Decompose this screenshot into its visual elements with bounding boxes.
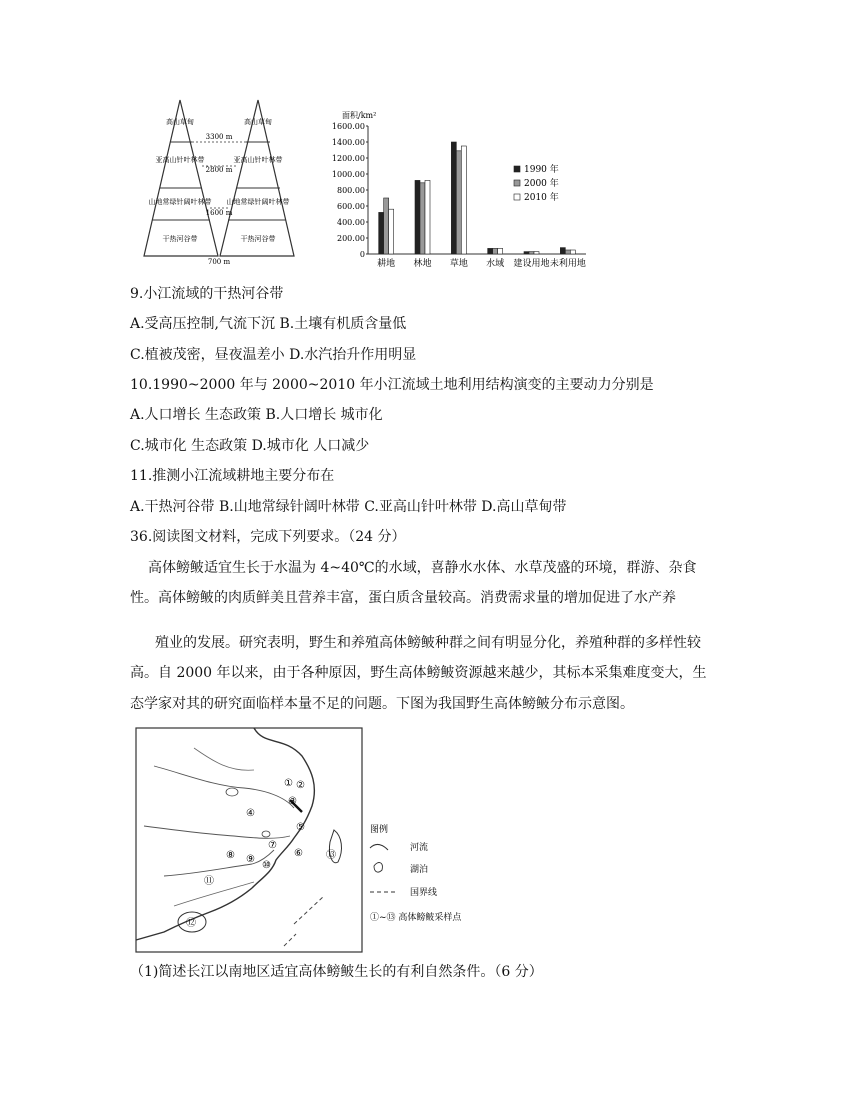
bar-1-0	[415, 180, 420, 254]
site-3: ③	[288, 796, 297, 807]
question-10-options-cd: C.城市化 生态政策 D.城市化 人口减少	[130, 438, 370, 454]
site-7: ⑦	[268, 840, 277, 851]
legend-title: 图例	[370, 825, 389, 835]
right-zone-2: 亚高山针叶林带	[233, 156, 283, 164]
site-1: ①	[284, 778, 293, 789]
bar-3-1	[493, 248, 498, 254]
bar-4-0	[524, 252, 529, 254]
map-legend	[366, 822, 516, 932]
legend-label: 1990 年	[524, 165, 559, 175]
question-10-options-ab: A.人口增长 生态政策 B.人口增长 城市化	[130, 407, 383, 423]
right-zone-3: 山地常绿针阔叶林带	[226, 198, 290, 206]
passage-line-4: 高。自 2000 年以来，由于各种原因，野生高体鳑鲏资源越来越少，其标本采集难度变大，生	[130, 665, 707, 681]
y-tick-label: 1000.00	[331, 170, 365, 179]
y-tick-label: 0	[359, 250, 365, 259]
bar-5-0	[560, 248, 565, 254]
bar-0-1	[384, 198, 389, 254]
question-9-options-ab: A.受高压控制,气流下沉 B.土壤有机质含量低	[130, 316, 407, 332]
y-tick-label: 600.00	[337, 202, 365, 211]
site-9: ⑨	[246, 854, 255, 865]
y-tick-label: 200.00	[337, 234, 365, 243]
passage-line-1: 高体鳑鲏适宜生长于水温为 4~40℃的水域，喜静水水体、水草茂盛的环境，群游、杂食	[148, 560, 697, 576]
bar-0-2	[389, 209, 394, 254]
question-36: 36.阅读图文材料，完成下列要求。（24 分）	[130, 529, 406, 545]
passage-line-3: 殖业的发展。研究表明，野生和养殖高体鳑鲏种群之间有明显分化，养殖种群的多样性较	[155, 635, 701, 651]
passage-line-2: 性。高体鳑鲏的肉质鲜美且营养丰富，蛋白质含量较高。消费需求量的增加促进了水产养	[130, 590, 676, 606]
bar-0-0	[379, 212, 384, 254]
sub-question-1: （1)简述长江以南地区适宜高体鳑鲏生长的有利自然条件。（6 分）	[130, 964, 543, 980]
bar-4-2	[534, 252, 539, 254]
left-zone-4: 干热河谷带	[162, 235, 198, 243]
elevation-2800: 2800 m	[205, 166, 233, 174]
elevation-700: 700 m	[207, 258, 231, 266]
y-tick-label: 400.00	[337, 218, 365, 227]
site-6: ⑥	[294, 848, 303, 859]
legend-label: 2010 年	[524, 193, 559, 203]
left-zone-1: 高山草甸	[166, 118, 194, 126]
left-zone-2: 亚高山针叶林带	[155, 156, 205, 164]
x-category-label: 林地	[413, 259, 432, 269]
site-2: ②	[296, 780, 305, 791]
question-9: 9.小江流域的干热河谷带	[130, 286, 284, 302]
bar-1-2	[425, 180, 430, 254]
right-zone-4: 干热河谷带	[240, 235, 276, 243]
bar-2-0	[451, 142, 456, 254]
bar-5-1	[565, 250, 570, 254]
legend-river: 河流	[410, 843, 429, 853]
right-zone-1: 高山草甸	[244, 118, 272, 126]
bar-3-2	[498, 248, 503, 254]
y-tick-label: 1600.00	[331, 122, 365, 131]
legend-swatch	[514, 166, 520, 172]
y-tick-label: 800.00	[337, 186, 365, 195]
bar-3-0	[488, 248, 493, 254]
site-12: ⑫	[186, 918, 196, 929]
land-use-bar-chart	[318, 108, 598, 270]
x-category-label: 建设用地	[513, 259, 550, 269]
y-tick-label: 1400.00	[331, 138, 365, 147]
question-10: 10.1990~2000 年与 2000~2010 年小江流域土地利用结构演变的主要动力分别是	[130, 377, 654, 393]
x-category-label: 未利用地	[549, 259, 586, 269]
bar-1-1	[420, 183, 425, 254]
mountain-zone-figure	[140, 96, 300, 266]
y-tick-label: 1200.00	[331, 154, 365, 163]
question-9-options-cd: C.植被茂密，昼夜温差小 D.水汽抬升作用明显	[130, 347, 417, 363]
bar-2-1	[456, 151, 461, 254]
elevation-3300: 3300 m	[205, 133, 233, 141]
legend-label: 2000 年	[524, 179, 559, 189]
distribution-map	[134, 726, 364, 954]
left-zone-3: 山地常绿针阔叶林带	[148, 198, 212, 206]
site-4: ④	[246, 808, 255, 819]
site-11: ⑪	[204, 876, 214, 887]
question-11: 11.推测小江流域耕地主要分布在	[130, 468, 335, 484]
x-category-label: 草地	[449, 259, 468, 269]
legend-swatch	[514, 180, 520, 186]
legend-swatch	[514, 194, 520, 200]
site-10: ⑩	[262, 860, 271, 871]
site-5: ⑤	[296, 822, 305, 833]
legend-border: 国界线	[410, 888, 438, 898]
legend-lake: 湖泊	[410, 865, 429, 875]
x-category-label: 水域	[486, 259, 505, 269]
bar-2-2	[461, 146, 466, 254]
site-13: ⑬	[326, 850, 336, 861]
bar-4-1	[529, 252, 534, 254]
chart-ylabel: 面积/km²	[342, 111, 377, 120]
elevation-1600: 1600 m	[205, 209, 233, 217]
x-category-label: 耕地	[377, 259, 396, 269]
site-8: ⑧	[226, 850, 235, 861]
bar-5-2	[570, 250, 575, 254]
question-11-options: A.干热河谷带 B.山地常绿针阔叶林带 C.亚高山针叶林带 D.高山草甸带	[130, 499, 567, 515]
passage-line-5: 态学家对其的研究面临样本量不足的问题。下图为我国野生高体鳑鲏分布示意图。	[130, 696, 634, 712]
legend-sites: ①~⑬ 高体鳑鲏采样点	[370, 913, 462, 923]
